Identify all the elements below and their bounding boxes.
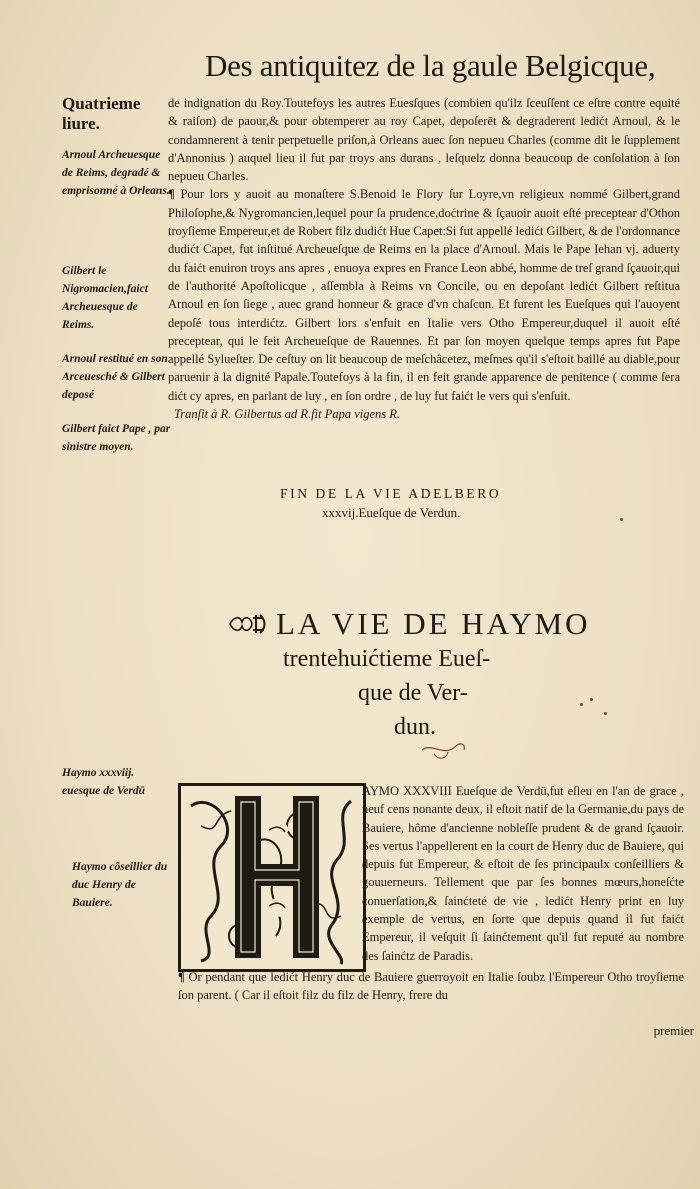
pilcrow-mark: ¶ (168, 187, 175, 202)
running-head: Des antiquitez de la gaule Belgicque, (205, 48, 656, 83)
pilcrow-mark: ¶ (178, 970, 185, 984)
margin-note-arnoul-restitue: Arnoul restitué en son Arceuesché & Gilbert deposé (62, 353, 168, 401)
margin-note-gilbert-pape: Gilbert faict Pape , par sinistre moyen. (62, 423, 171, 453)
paragraph (168, 185, 680, 405)
body-text-bottom-continued (178, 968, 684, 1005)
flourish-ornament-icon (420, 736, 470, 762)
decorated-initial-h-icon (178, 783, 366, 972)
paragraph-text: Or pendant que ledićt Henry duc de Bauiere guerroyoit en Italie ſoubz l'Empereur Otho troyſieme ſon parent. ( Car il eſtoit filz du filz de Henry, frere du (178, 970, 684, 1003)
colophon-fin: FIN DE LA VIE ADELBERO (280, 486, 502, 501)
paragraph: de indignation du Roy.Toutefoys les autres Euesſques (combien qu'ilz ſceuſſent ce eſtre contre equité & raiſon) de paour,& pour obtemperer au roy Capet, depoſerēt & degraderent ledićt Arnoul, & le condamnerent à tenir perpetuelle priſon,à Orleans auec ſon nepueu Charles (comme dit le ſupplement d'Annonius ) auquel lieu il fut par troys ans durans , leſquelz donna beaucoup de conſolation à ſon nepueu Charles. (168, 96, 680, 184)
ink-speck (620, 518, 623, 521)
margin-note-haymo-conseillier: Haymo cõseillier du duc Henry de Bauiere. (72, 861, 168, 909)
chapter-title-text: LA VIE DE HAYMO (276, 606, 591, 641)
colophon-subtitle: xxxvij.Eueſque de Verdun. (322, 505, 461, 520)
margin-note-arnoul-degrade: Arnoul Archeuesque de Reims, degradé & emprisonné à Orleans. (62, 149, 170, 197)
latin-verse: Tranſit à R. Gilbertus ad R.fit Papa vigens R. (174, 407, 401, 422)
body-text-top (168, 94, 680, 423)
ink-speck (580, 703, 583, 706)
catchword: premier (653, 1023, 694, 1038)
paragraph (178, 968, 684, 1005)
chapter-title-line2: trentehuićtieme Eueſ- (283, 646, 491, 672)
fleuron-icon (226, 612, 276, 636)
chapter-title-line4: dun. (394, 714, 436, 740)
body-text-bottom (362, 782, 684, 965)
initial-h-woodcut-icon (181, 786, 363, 969)
book-label: Quatrieme liure. (62, 94, 141, 133)
margin-note-gilbert-archeuesque: Gilbert le Nigromacien,faict Archeuesque de Reims. (62, 265, 148, 331)
margin-note-haymo-euesque: Haymo xxxviij. euesque de Verdū (62, 767, 146, 797)
chapter-title-line3: que de Ver- (358, 680, 468, 706)
ink-speck (604, 712, 607, 715)
paragraph-text: Pour lors y auoit au monaſtere S.Benoid le Flory ſur Loyre,vn religieux nommé Gilbert,grand Philoſophe,& Nygromancien,lequel pour ſa prudence,doćtrine & ſçauoir auoit eſté preceptear d'Othon troyſieme Empereur,et de Robert filz dudićt Hue Capet:Si fut appellé ledićt Gilbert, & de l'ordonnance dudićt Capet, fut inſtitué Archeueſque de Reims en la place d'Arnoul. Mais le Pape Iehan vj. aduerty du faićt enuiron troys ans apres , enuoya expres en France Leon abbé, homme de treſ grand ſçauoir,qui de l'authorité Apoſtolicque , aſſembla à Reims vn Concile, ou en depoſant ledićt Gilbert reſtitua Arnoul en ſon ſiege , auec grand honneur & grace d'vn chaſcun. Et furent les Eueſques qui l'auoyent depoſé tous interdićtz. Gilbert lors s'enfuit en Italie vers Otho Empereur,duquel il auoit eſté preceptear, qui le feit Archeueſque de Rauennes. Et par ſon moyen quelque temps apres fut Pape appellé Sylueſter. De ceſtuy on lit beaucoup de meſchâcetez, meſmes qu'il s'eſtoit baillé au diable,pour paruenir à la dignité Papale.Toutefoys à la fin, il en feit grande apparence de penitence ( comme ſera dićt cy apres, en parlant de luy , en ſon ordre , de luy fut faićt le vers qui s'enſuit. (168, 187, 681, 403)
ink-speck (590, 698, 593, 701)
paragraph-text: AYMO XXXVIII Eueſque de Verdū,fut eſleu en l'an de grace , neuf cens nonante deux, il eſtoit natif de la Germanie,du pays de Bauiere, hôme d'ancienne nobleſſe prudent & de grand ſçauoir. Ses vertus l'appellerent en la court de Henry duc de Bauiere, qui depuis fut Empereur, & eſtoit de ſes principaulx conſeilliers & gouuerneurs. Tellement que par ſes bonnes mœurs,honeſćte conuerſation,& ſainćteté de vie , ledićt Henry print en luy exemple de vertus, en ſorte que depuis quand il fut faićt Empereur, il veſquit ſi ſainćtement qu'il fut reputé au nombre des ſainćtz de Paradis. (362, 784, 684, 963)
chapter-title-line1 (226, 606, 646, 642)
